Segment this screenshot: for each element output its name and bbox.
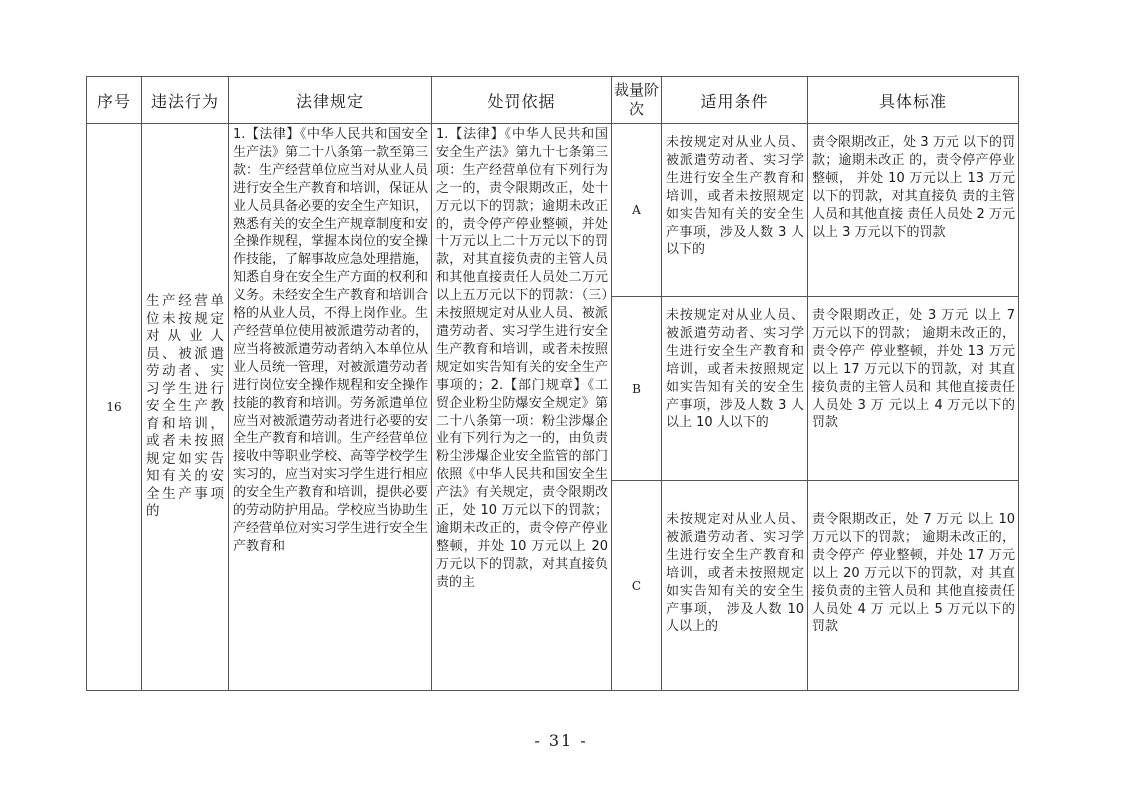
level-b-grade: B	[612, 297, 662, 481]
penalty-table	[86, 76, 1019, 691]
row-basis-cell	[432, 124, 612, 691]
row-law-cell	[229, 124, 432, 691]
level-a-condition: 未按规定对从业人员、被派遣劳动者、实习学生进行安全生产教育和培训，或者未按照规定如实告知有关的安全生产事项，涉及人数 3 人以下的	[666, 135, 804, 258]
level-c-standard: 责令限期改正，处 7 万元 以上 10 万元以下的罚款； 逾期未改正的，责令停产 停业整顿，并处 17 万元以上 20 万元以下的罚款，对 其直接负责的主管人员和 其他直接责任人员处 4 万 元以上 5 万元以下的罚款	[812, 512, 1015, 635]
table-header-row	[87, 77, 1019, 124]
header-condition: 适用条件	[662, 77, 808, 124]
header-law: 法律规定	[229, 77, 432, 124]
row-seq: 16	[87, 124, 142, 691]
header-standard: 具体标准	[808, 77, 1019, 124]
header-grade: 裁量阶次	[612, 77, 662, 124]
level-b-condition: 未按规定对从业人员、被派遣劳动者、实习学生进行安全生产教育和培训，或者未按照规定如实告知有关的安全生产事项，涉及人数 3 人以上 10 人以下的	[666, 308, 804, 431]
level-a-standard-cell	[808, 124, 1019, 297]
level-b-standard: 责令限期改正，处 3 万元 以上 7 万元以下的罚款； 逾期未改正的，责令停产 停业整顿，并处 13 万元以上 17 万元以下的罚款，对 其直接负责的主管人员和 其他直接责任人员处 3 万 元以上 4 万元以下的罚款	[812, 308, 1015, 431]
row-basis: 1.【法律】《中华人民共和国安全生产法》第九十七条第三项：生产经营单位有下列行为之一的，责令限期改正，处十万元以下的罚款；逾期未改正的，责令停产停业整顿，并处十万元以上二十万元以下的罚款，对其直接负责的主管人员和其他直接责任人员处二万元以上五万元以下的罚款：（三）未按照规定对从业人员、被派遣劳动者、实习学生进行安全生产教育和培训，或者未按照规定如实告知有关的安全生产事项的；2.【部门规章】《工贸企业粉尘防爆安全规定》第二十八条第一项：粉尘涉爆企业有下列行为之一的，由负责粉尘涉爆企业安全监管的部门依照《中华人民共和国安全生产法》有关规定，责令限期改正，处 10 万元以下的罚款；逾期未改正的，责令停产停业整顿，并处 10 万元以上 20 万元以下的罚款，对其直接负责的主	[436, 127, 608, 590]
row-violation-cell	[142, 124, 229, 691]
level-a-condition-cell	[662, 124, 808, 297]
table-row	[87, 124, 1019, 297]
level-b-condition-cell	[662, 297, 808, 481]
header-basis: 处罚依据	[432, 77, 612, 124]
level-a-grade: A	[612, 124, 662, 297]
level-a-standard: 责令限期改正，处 3 万元 以下的罚款；逾期未改正 的，责令停产停业整顿， 并处 10 万元以上 13 万元 以下的罚款，对其直接负 责的主管人员和其他直接 责任人员处 2 万元以上 3 万元以下的罚款	[812, 135, 1015, 240]
level-b-standard-cell	[808, 297, 1019, 481]
level-c-standard-cell	[808, 481, 1019, 691]
level-c-condition-cell	[662, 481, 808, 691]
row-law: 1.【法律】《中华人民共和国安全生产法》第二十八条第一款至第三款：生产经营单位应当对从业人员进行安全生产教育和培训，保证从业人员具备必要的安全生产知识，熟悉有关的安全生产规章制度和安全操作规程，掌握本岗位的安全操作技能，了解事故应急处理措施，知悉自身在安全生产方面的权利和义务。未经安全生产教育和培训合格的从业人员，不得上岗作业。生产经营单位使用被派遣劳动者的，应当将被派遣劳动者纳入本单位从业人员统一管理，对被派遣劳动者进行岗位安全操作规程和安全操作技能的教育和培训。劳务派遣单位应当对被派遣劳动者进行必要的安全生产教育和培训。生产经营单位接收中等职业学校、高等学校学生实习的，应当对实习学生进行相应的安全生产教育和培训，提供必要的劳动防护用品。学校应当协助生产经营单位对实习学生进行安全生产教育和	[233, 127, 429, 554]
level-c-grade: C	[612, 481, 662, 691]
header-violation: 违法行为	[142, 77, 229, 124]
header-seq: 序号	[87, 77, 142, 124]
row-violation: 生产经营单位未按规定对从业人员、被派遣劳动者、实习学生进行安全生产教育和培训，或者未按照规定如实告知有关的安全生产事项的	[146, 293, 224, 520]
page-number: - 31 -	[534, 731, 588, 750]
level-c-condition: 未按规定对从业人员、被派遣劳动者、实习学生进行安全生产教育和培训，或者未按照规定如实告知有关的安全生产事项， 涉及人数 10 人以上的	[666, 512, 804, 635]
